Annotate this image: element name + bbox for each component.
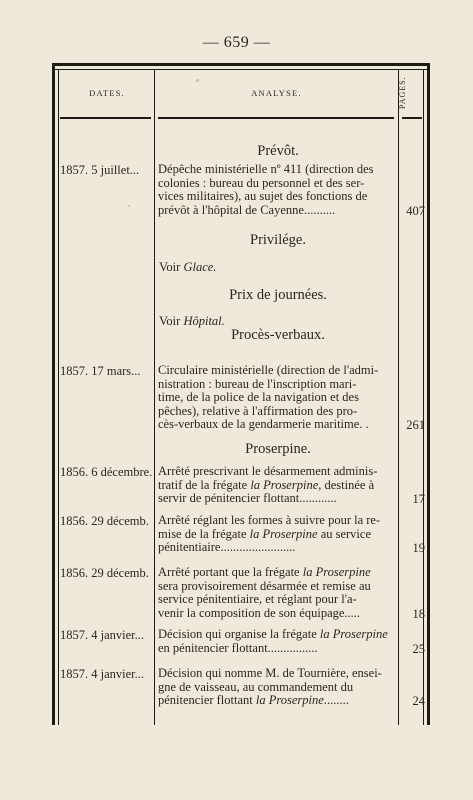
entry-text xyxy=(158,465,396,506)
entry-line: Dépêche ministérielle nº 411 (direction des xyxy=(158,163,374,176)
entry-line: venir la composition de son équipage..... xyxy=(158,606,361,620)
section-title: Procès-verbaux. xyxy=(231,327,325,343)
entry-text xyxy=(158,163,396,217)
column-header-dates: DATES. xyxy=(89,88,125,98)
see-also-prefix: Voir xyxy=(159,260,184,274)
column-header-pages: PAGES. xyxy=(398,76,407,110)
entry-line: Arrêté prescrivant le désarmement adminis- xyxy=(158,465,378,478)
entry-date: 1856. 29 décemb. xyxy=(60,514,149,528)
entry-line: pêches), relative à l'affirmation des pro- xyxy=(158,404,358,418)
entry-date: 1857. 4 janvier... xyxy=(60,628,145,642)
page-reference: 261 xyxy=(406,418,425,433)
section-title: Privilége. xyxy=(250,232,306,248)
entry-line: mise de la frégate la Proserpine au service xyxy=(158,527,372,541)
entry-line: gne de vaisseau, au commandement du xyxy=(158,680,354,694)
entry-text xyxy=(158,364,396,432)
entry-line: Circulaire ministérielle (direction de l'admi- xyxy=(158,364,379,377)
entry-line: cès-verbaux de la gendarmerie maritime. . xyxy=(158,418,369,432)
section-title: Prévôt. xyxy=(257,143,299,159)
page-reference: 19 xyxy=(412,541,425,556)
entry-line: prévôt à l'hôpital de Cayenne.......... xyxy=(158,203,336,217)
page-reference: 17 xyxy=(412,492,425,507)
page-reference: 24 xyxy=(412,694,425,709)
page-reference: 18 xyxy=(412,606,425,621)
entry-line: pénitentiaire........................ xyxy=(158,541,296,555)
entry-date: 1856. 29 décemb. xyxy=(60,566,149,580)
entry-line: nistration : bureau de l'inscription mari- xyxy=(158,377,357,391)
entry-date: 1857. 5 juillet... xyxy=(60,163,140,177)
entry-date: 1856. 6 décembre. xyxy=(60,465,153,479)
page-reference: 407 xyxy=(406,203,425,218)
entry-line: Décision qui organise la frégate la Proserpine xyxy=(158,628,388,641)
entry-line: Arrêté réglant les formes à suivre pour la re- xyxy=(158,514,381,527)
page-number: — 659 — xyxy=(202,34,271,51)
section-title: Prix de journées. xyxy=(229,287,327,303)
column-header-analyse: ANALYSE. xyxy=(251,88,302,98)
entry-line: pénitencier flottant la Proserpine........ xyxy=(158,694,349,708)
page-reference: 25 xyxy=(412,641,425,656)
entry-line: service pénitentiaire, et réglant pour l'a- xyxy=(158,593,357,607)
see-also-target: Hôpital. xyxy=(183,314,225,328)
see-also-reference xyxy=(159,260,216,275)
paper-speck xyxy=(128,205,130,207)
entry-line: time, de la police de la navigation et des xyxy=(158,391,359,405)
entry-text xyxy=(158,514,396,555)
entry-text xyxy=(158,566,396,620)
see-also-target: Glace. xyxy=(183,260,217,274)
entry-line: colonies : bureau du personnel et des ser- xyxy=(158,176,365,190)
entry-line: vices militaires), au sujet des fonctions de xyxy=(158,190,368,204)
entry-line: Décision qui nomme M. de Tournière, ensei- xyxy=(158,667,382,680)
entry-date: 1857. 17 mars... xyxy=(60,364,141,378)
entry-line: sera provisoirement désarmée et remise au xyxy=(158,579,371,593)
entry-line: servir de pénitencier flottant............ xyxy=(158,492,337,506)
paper-speck xyxy=(196,79,199,82)
entry-text xyxy=(158,628,396,655)
section-title: Proserpine. xyxy=(245,441,311,457)
entry-line: en pénitencier flottant................ xyxy=(158,641,318,655)
entry-line: tratif de la frégate la Proserpine, destinée à xyxy=(158,478,375,492)
entry-date: 1857. 4 janvier... xyxy=(60,667,145,681)
see-also-prefix: Voir xyxy=(159,314,184,328)
entry-line: Arrêté portant que la frégate la Proserpine xyxy=(158,566,371,579)
entry-text xyxy=(158,667,396,708)
